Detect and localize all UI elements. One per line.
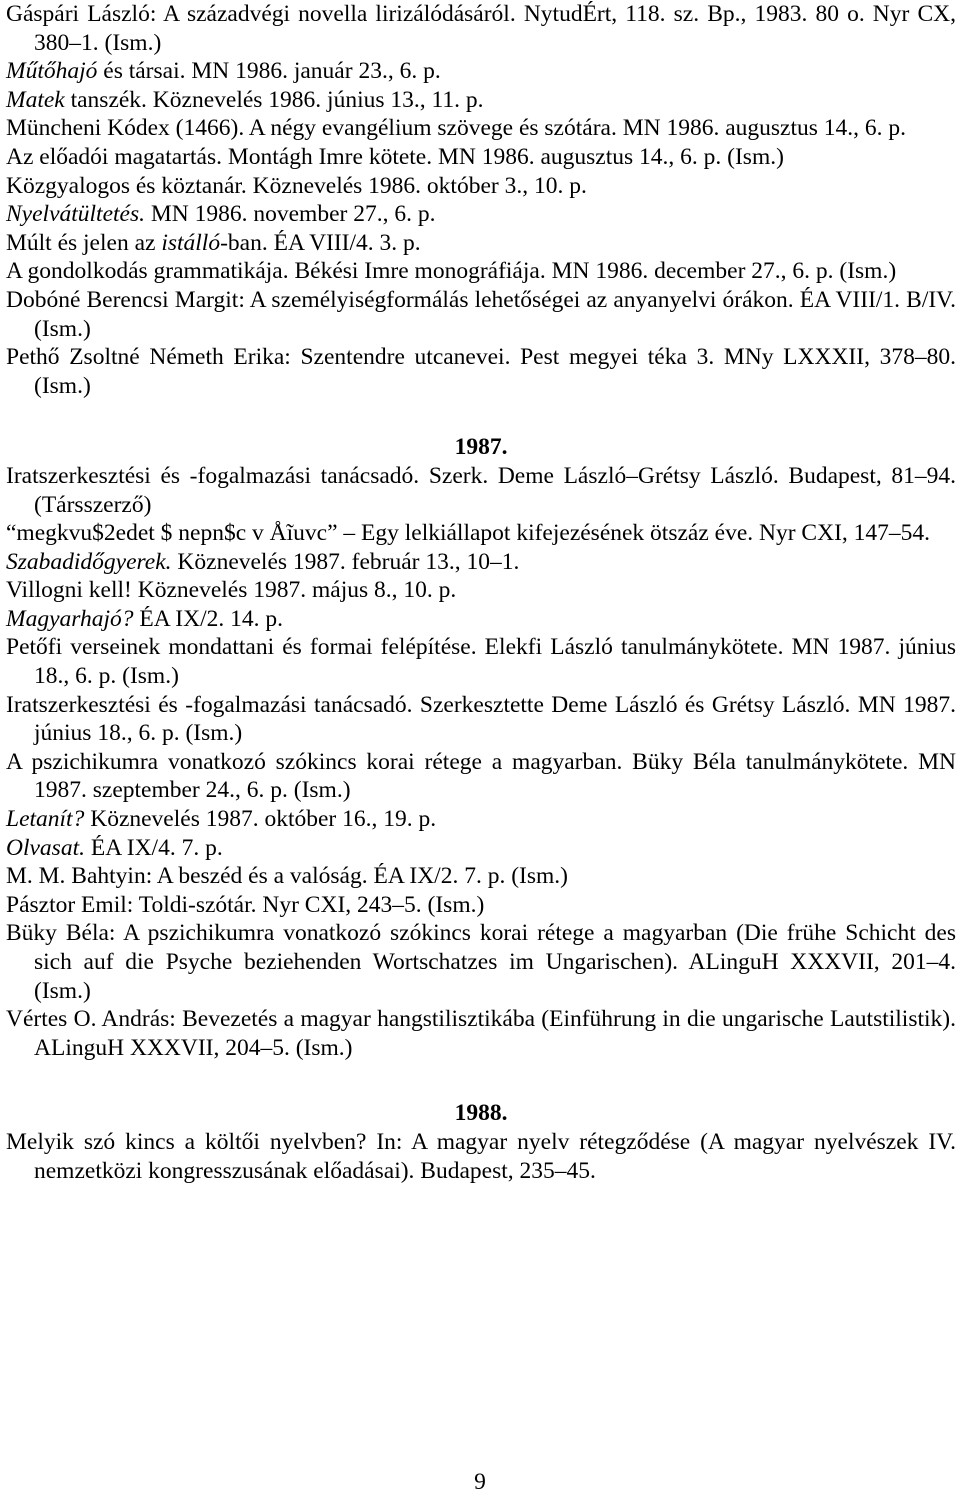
bibliography-entry — [6, 1005, 956, 1062]
entry-text: A pszichikumra vonatkozó szókincs korai rétege a magyarban. Büky Béla tanulmánykötete. MN 1987. szeptember 24., 6. p. (Ism.) — [6, 748, 956, 804]
bibliography-entry — [6, 919, 956, 1005]
entry-text: Iratszerkesztési és -fogalmazási tanácsadó. Szerk. Deme László–Grétsy László. Budapest, 81–94. (Társszerző) — [6, 462, 956, 518]
bibliography-entry — [6, 519, 956, 548]
entry-text: Pethő Zsoltné Németh Erika: Szentendre utcanevei. Pest megyei téka 3. MNy LXXXII, 378–80. (Ism.) — [6, 344, 956, 399]
page-number: 9 — [474, 1469, 486, 1495]
entry-text: Az előadói magatartás. Montágh Imre kötete. MN 1986. augusztus 14., 6. p. (Ism.) — [6, 143, 784, 170]
entry-text: -ban. ÉA VIII/4. 3. p. — [220, 229, 421, 256]
entry-title: Magyarhajó? — [6, 605, 134, 632]
entry-text: ÉA IX/2. 14. p. — [133, 605, 283, 632]
year-heading-1988: 1988. — [454, 1100, 508, 1127]
bibliography-entry — [6, 462, 956, 519]
entry-title: Matek — [6, 86, 65, 113]
bibliography-entry — [6, 86, 956, 115]
entry-text: tanszék. Köznevelés 1986. június 13., 11. p. — [64, 86, 484, 113]
bibliography-entry — [6, 343, 956, 400]
entry-text: Pásztor Emil: Toldi-szótár. Nyr CXI, 243–5. (Ism.) — [6, 891, 485, 918]
entry-text: Gáspári László: A századvégi novella lirizálódásáról. NytudÉrt, 118. sz. Bp., 1983. 80 o. Nyr CX, 380–1. (Ism.) — [6, 1, 956, 56]
entry-text: Büky Béla: A pszichikumra vonatkozó szókincs korai rétege a magyarban (Die frühe Schicht des sich auf die Psyche beziehenden Wortschatzes im Ungarischen). ALinguH XXXVII, 201–4. (Ism.) — [6, 920, 956, 1004]
bibliography-page — [6, 0, 956, 1185]
bibliography-entry — [6, 834, 956, 863]
bibliography-entry — [6, 57, 956, 86]
entry-text: MN 1986. november 27., 6. p. — [145, 201, 436, 228]
bibliography-entry — [6, 143, 956, 172]
bibliography-entry — [6, 605, 956, 634]
entry-text: Petőfi verseinek mondattani és formai felépítése. Elekfi László tanulmánykötete. MN 1987. június 18., 6. p. (Ism.) — [6, 634, 956, 690]
bibliography-entry — [6, 1128, 956, 1185]
bibliography-entry — [6, 257, 956, 286]
bibliography-entry — [6, 0, 956, 57]
entry-text: Vértes O. András: Bevezetés a magyar hangstilisztikába (Einführung in die ungarische Lautstilistik). ALinguH XXXVII, 204–5. (Ism.) — [6, 1006, 956, 1061]
entry-text: A gondolkodás grammatikája. Békési Imre monográfiája. MN 1986. december 27., 6. p. (Ism.) — [6, 258, 897, 285]
entry-title: Olvasat. — [6, 834, 85, 861]
bibliography-entry — [6, 548, 956, 577]
entries-list-1986 — [6, 0, 956, 400]
bibliography-entry — [6, 805, 956, 834]
entry-title: Szabadidőgyerek. — [6, 548, 172, 575]
entry-text: Dobóné Berencsi Margit: A személyiségformálás lehetőségei az anyanyelvi órákon. ÉA VIII/1. B/IV. (Ism.) — [6, 286, 956, 342]
entry-text: Köznevelés 1987. február 13., 10–1. — [171, 548, 520, 575]
entry-text: Villogni kell! Köznevelés 1987. május 8., 10. p. — [6, 577, 457, 604]
bibliography-entry — [6, 172, 956, 201]
bibliography-entry — [6, 633, 956, 690]
bibliography-entry — [6, 229, 956, 258]
entry-text: Melyik szó kincs a költői nyelvben? In: A magyar nyelv rétegződése (A magyar nyelvészek IV. nemzetközi kongresszusának előadásai). Budapest, 235–45. — [6, 1128, 956, 1184]
entry-text: ÉA IX/4. 7. p. — [84, 834, 223, 861]
entry-text: Közgyalogos és köztanár. Köznevelés 1986. október 3., 10. p. — [6, 172, 587, 199]
entry-text: és társai. MN 1986. január 23., 6. p. — [97, 58, 441, 85]
bibliography-entry — [6, 691, 956, 748]
entry-text: “megkvu$2edet $ nepn$c v Åĩuvc” – Egy lelkiállapot kifejezésének ötszáz éve. Nyr CXI, 147–54. — [6, 520, 931, 547]
entry-title: Letanít? — [6, 806, 85, 833]
entry-text: Müncheni Kódex (1466). A négy evangélium szövege és szótára. MN 1986. augusztus 14., 6. p. — [6, 115, 906, 142]
entry-title: Nyelvátültetés. — [6, 201, 145, 228]
year-heading-1987: 1987. — [454, 434, 508, 461]
entry-text: Múlt és jelen az — [6, 229, 162, 256]
entries-list-1987 — [6, 462, 956, 1062]
bibliography-entry — [6, 200, 956, 229]
entry-text: M. M. Bahtyin: A beszéd és a valóság. ÉA IX/2. 7. p. (Ism.) — [6, 863, 568, 890]
entry-title: istálló — [161, 229, 221, 256]
entries-list-1988 — [6, 1128, 956, 1185]
bibliography-entry — [6, 114, 956, 143]
entry-text: Iratszerkesztési és -fogalmazási tanácsadó. Szerkesztette Deme László és Grétsy László. MN 1987. június 18., 6. p. (Ism.) — [6, 691, 956, 747]
bibliography-entry — [6, 576, 956, 605]
bibliography-entry — [6, 862, 956, 891]
bibliography-entry — [6, 286, 956, 343]
entry-text: Köznevelés 1987. október 16., 19. p. — [84, 806, 437, 833]
entry-title: Műtőhajó — [6, 58, 98, 85]
bibliography-entry — [6, 891, 956, 920]
bibliography-entry — [6, 748, 956, 805]
